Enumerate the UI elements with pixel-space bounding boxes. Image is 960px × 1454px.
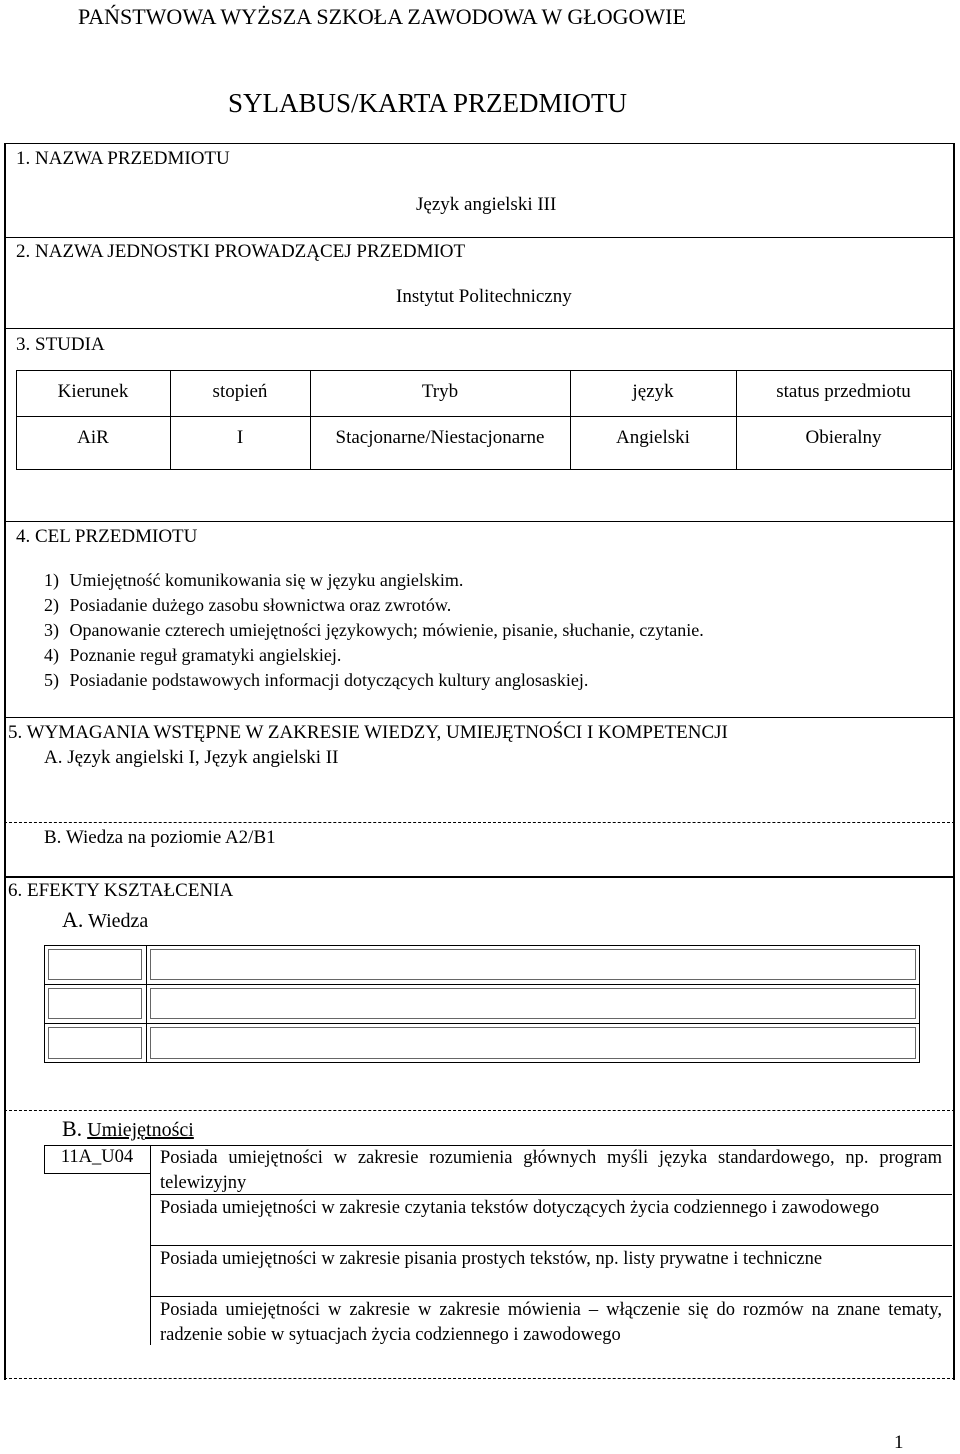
divider	[4, 328, 955, 329]
empty-cell	[150, 988, 916, 1019]
section-2-label: 2. NAZWA JEDNOSTKI PROWADZĄCEJ PRZEDMIOT	[16, 241, 466, 262]
dashed-divider	[4, 1378, 955, 1379]
list-item	[44, 670, 588, 691]
list-item	[44, 645, 341, 666]
skill-item: Posiada umiejętności w zakresie rozumienia głównych myśli języka standardowego, np. program telewizyjny	[160, 1148, 942, 1193]
subject-name: Język angielski III	[416, 194, 557, 215]
divider	[4, 876, 955, 878]
empty-cell	[150, 1027, 916, 1059]
section-6-label: 6. EFEKTY KSZTAŁCENIA	[8, 880, 234, 901]
requirement-a-text: Język angielski I, Język angielski II	[67, 747, 339, 768]
value-jezyk: Angielski	[616, 427, 690, 448]
value-tryb: Stacjonarne/Niestacjonarne	[335, 427, 545, 448]
divider	[4, 717, 955, 718]
divider	[4, 521, 955, 522]
header-tryb: Tryb	[421, 381, 459, 402]
section-5-label: 5. WYMAGANIA WSTĘPNE W ZAKRESIE WIEDZY, UMIEJĘTNOŚCI I KOMPETENCJI	[8, 722, 728, 743]
item-number: 2)	[44, 595, 59, 615]
header-status: status przedmiotu	[776, 381, 911, 402]
dashed-divider	[4, 822, 955, 823]
document-title: SYLABUS/KARTA PRZEDMIOTU	[228, 88, 628, 118]
value-status: Obieralny	[805, 427, 882, 448]
section-4-label: 4. CEL PRZEDMIOTU	[16, 526, 198, 547]
letter-b: B.	[62, 1116, 83, 1141]
table-line	[16, 416, 952, 417]
empty-cell	[48, 949, 142, 980]
skill-item: Posiada umiejętności w zakresie w zakresie mówienia – włączenie się do rozmów na znane tematy, radzenie sobie w sytuacjach życia codziennego i zawodowego	[160, 1300, 942, 1345]
header-jezyk: język	[632, 381, 674, 402]
requirement-a	[44, 747, 338, 769]
empty-cell	[48, 988, 142, 1019]
table-line	[951, 370, 952, 470]
table-line	[44, 1173, 150, 1174]
letter-a: A.	[44, 747, 63, 768]
skills-heading	[62, 1116, 194, 1142]
requirement-b-text: Wiedza na poziomie A2/B1	[65, 827, 276, 848]
table-line	[16, 469, 952, 470]
empty-cell	[48, 1027, 142, 1059]
skills-title: Umiejętności	[87, 1119, 194, 1141]
letter-b: B.	[44, 827, 62, 848]
item-text: Opanowanie czterech umiejętności językowych; mówienie, pisanie, słuchanie, czytanie.	[69, 620, 704, 640]
effect-code: 11A_U04	[60, 1147, 134, 1167]
unit-name: Instytut Politechniczny	[396, 286, 572, 307]
header-stopien: stopień	[212, 381, 268, 402]
knowledge-title: Wiedza	[88, 910, 149, 932]
item-text: Posiadanie dużego zasobu słownictwa oraz zwrotów.	[69, 595, 452, 615]
divider	[4, 237, 955, 238]
table-line	[150, 1296, 952, 1297]
skill-item: Posiada umiejętności w zakresie pisania prostych tekstów, np. listy prywatne i techniczne	[160, 1249, 823, 1269]
item-text: Posiadanie podstawowych informacji dotyczących kultury anglosaskiej.	[69, 670, 589, 690]
table-line	[146, 945, 147, 1063]
frame-top	[4, 143, 955, 144]
dashed-divider	[4, 1110, 955, 1111]
header-kierunek: Kierunek	[57, 381, 129, 402]
list-item	[44, 570, 463, 591]
section-1-label: 1. NAZWA PRZEDMIOTU	[16, 148, 230, 169]
item-number: 3)	[44, 620, 59, 640]
item-number: 5)	[44, 670, 59, 690]
list-item	[44, 595, 451, 616]
list-item	[44, 620, 704, 641]
item-number: 4)	[44, 645, 59, 665]
table-line	[150, 1245, 952, 1246]
item-number: 1)	[44, 570, 59, 590]
table-line	[44, 1023, 920, 1024]
knowledge-heading	[62, 907, 148, 933]
value-stopien: I	[236, 427, 244, 448]
requirement-b	[44, 827, 276, 849]
letter-a: A.	[62, 907, 84, 932]
empty-cell	[150, 949, 916, 980]
item-text: Poznanie reguł gramatyki angielskiej.	[69, 645, 342, 665]
value-kierunek: AiR	[77, 427, 109, 448]
section-3-label: 3. STUDIA	[16, 334, 105, 355]
table-line	[16, 370, 952, 371]
skill-item: Posiada umiejętności w zakresie czytania tekstów dotyczących życia codziennego i zawodowego	[160, 1198, 880, 1218]
item-text: Umiejętność komunikowania się w języku angielskim.	[69, 570, 464, 590]
table-line	[44, 984, 920, 985]
page-number: 1	[894, 1432, 904, 1453]
school-name: PAŃSTWOWA WYŻSZA SZKOŁA ZAWODOWA W GŁOGOWIE	[78, 4, 686, 29]
